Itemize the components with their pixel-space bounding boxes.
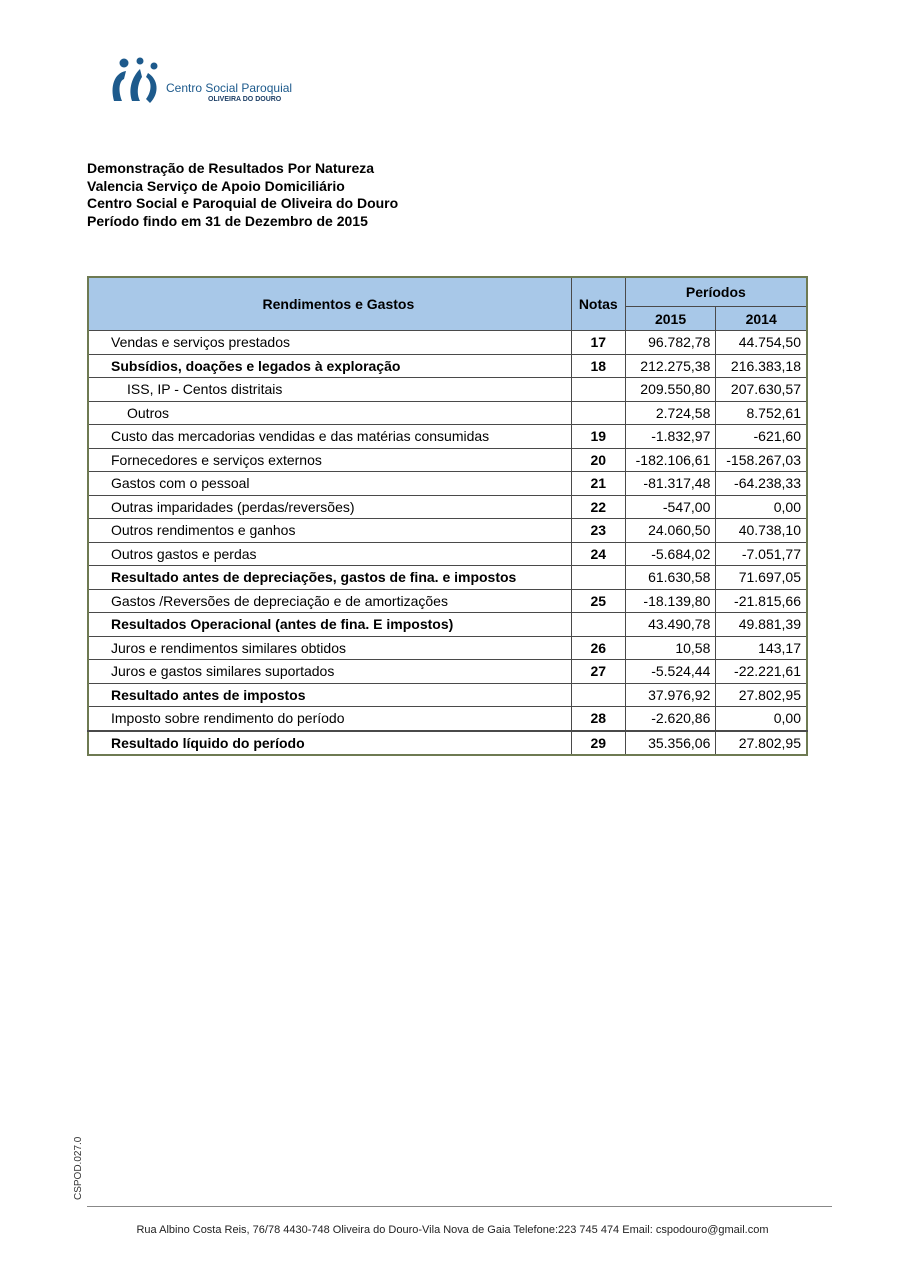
logo-figures-icon xyxy=(110,57,162,105)
row-note xyxy=(571,378,625,402)
row-value-2015: -81.317,48 xyxy=(625,472,716,496)
row-value-2014: 40.738,10 xyxy=(716,519,807,543)
row-label: Imposto sobre rendimento do período xyxy=(88,707,571,731)
row-value-2015: -2.620,86 xyxy=(625,707,716,731)
row-label: Outros rendimentos e ganhos xyxy=(88,519,571,543)
row-value-2015: 2.724,58 xyxy=(625,401,716,425)
row-value-2014: 0,00 xyxy=(716,707,807,731)
table-row xyxy=(88,519,807,543)
logo-subtitle: OLIVEIRA DO DOURO xyxy=(208,96,282,103)
table-row xyxy=(88,472,807,496)
table-row xyxy=(88,660,807,684)
row-note: 18 xyxy=(571,354,625,378)
row-value-2015: 96.782,78 xyxy=(625,331,716,355)
table-row xyxy=(88,566,807,590)
table-row xyxy=(88,731,807,756)
header-year-2014: 2014 xyxy=(716,307,807,331)
row-value-2015: 43.490,78 xyxy=(625,613,716,637)
row-note xyxy=(571,613,625,637)
row-note: 29 xyxy=(571,731,625,756)
row-note: 22 xyxy=(571,495,625,519)
row-note: 25 xyxy=(571,589,625,613)
row-value-2015: -547,00 xyxy=(625,495,716,519)
row-value-2015: -1.832,97 xyxy=(625,425,716,449)
row-value-2014: 27.802,95 xyxy=(716,731,807,756)
row-note: 20 xyxy=(571,448,625,472)
table-row xyxy=(88,354,807,378)
row-label: Gastos /Reversões de depreciação e de amortizações xyxy=(88,589,571,613)
heading-line-3: Centro Social e Paroquial de Oliveira do Douro xyxy=(87,195,399,211)
header-rendimentos-gastos: Rendimentos e Gastos xyxy=(88,277,571,331)
table-row xyxy=(88,425,807,449)
heading-line-2: Valencia Serviço de Apoio Domiciliário xyxy=(87,177,345,194)
row-note: 28 xyxy=(571,707,625,731)
heading-line-4: Período findo em 31 de Dezembro de 2015 xyxy=(87,212,368,229)
heading-line-1: Demonstração de Resultados Por Natureza xyxy=(87,160,375,176)
row-label: Juros e gastos similares suportados xyxy=(88,660,571,684)
row-note: 23 xyxy=(571,519,625,543)
row-value-2014: 8.752,61 xyxy=(716,401,807,425)
row-value-2014: 0,00 xyxy=(716,495,807,519)
row-note: 24 xyxy=(571,542,625,566)
row-label: ISS, IP - Centos distritais xyxy=(88,378,571,402)
table-row xyxy=(88,401,807,425)
row-label: Custo das mercadorias vendidas e das matérias consumidas xyxy=(88,425,571,449)
row-note xyxy=(571,566,625,590)
row-value-2014: 216.383,18 xyxy=(716,354,807,378)
table-row xyxy=(88,331,807,355)
table-row xyxy=(88,378,807,402)
row-value-2015: -18.139,80 xyxy=(625,589,716,613)
row-value-2014: -621,60 xyxy=(716,425,807,449)
row-value-2015: 10,58 xyxy=(625,636,716,660)
row-note xyxy=(571,683,625,707)
row-label: Outros gastos e perdas xyxy=(88,542,571,566)
row-value-2014: -7.051,77 xyxy=(716,542,807,566)
table-row xyxy=(88,613,807,637)
table-row xyxy=(88,542,807,566)
row-value-2015: -182.106,61 xyxy=(625,448,716,472)
row-value-2015: 37.976,92 xyxy=(625,683,716,707)
row-value-2014: -21.815,66 xyxy=(716,589,807,613)
document-code: CSPOD.027.0 xyxy=(73,1136,84,1200)
row-label: Subsídios, doações e legados à exploração xyxy=(88,354,571,378)
row-value-2014: 71.697,05 xyxy=(716,566,807,590)
row-note: 21 xyxy=(571,472,625,496)
row-value-2014: 207.630,57 xyxy=(716,378,807,402)
row-label: Juros e rendimentos similares obtidos xyxy=(88,636,571,660)
table-row xyxy=(88,589,807,613)
income-statement-table xyxy=(87,276,808,756)
row-value-2014: -22.221,61 xyxy=(716,660,807,684)
logo-name: Centro Social Paroquial xyxy=(166,81,293,95)
row-label: Outras imparidades (perdas/reversões) xyxy=(88,495,571,519)
table-row xyxy=(88,683,807,707)
row-label: Fornecedores e serviços externos xyxy=(88,448,571,472)
row-value-2015: 61.630,58 xyxy=(625,566,716,590)
row-note: 17 xyxy=(571,331,625,355)
row-value-2014: 27.802,95 xyxy=(716,683,807,707)
row-value-2015: 24.060,50 xyxy=(625,519,716,543)
row-label: Resultado líquido do período xyxy=(88,731,571,756)
row-note: 19 xyxy=(571,425,625,449)
footer-divider xyxy=(87,1206,832,1207)
header-periodos: Períodos xyxy=(625,277,807,307)
row-value-2015: 35.356,06 xyxy=(625,731,716,756)
table-row xyxy=(88,495,807,519)
row-value-2014: 49.881,39 xyxy=(716,613,807,637)
row-value-2015: 209.550,80 xyxy=(625,378,716,402)
header-year-2015: 2015 xyxy=(625,307,716,331)
footer-address: Rua Albino Costa Reis, 76/78 4430-748 Oliveira do Douro-Vila Nova de Gaia Telefone:223 745 474 Email: cspodouro@gmail.com xyxy=(136,1224,769,1236)
document-heading xyxy=(87,160,398,230)
row-value-2014: -64.238,33 xyxy=(716,472,807,496)
row-note xyxy=(571,401,625,425)
row-value-2014: -158.267,03 xyxy=(716,448,807,472)
table-row xyxy=(88,636,807,660)
row-label: Outros xyxy=(88,401,571,425)
row-value-2014: 44.754,50 xyxy=(716,331,807,355)
organization-logo xyxy=(110,57,310,109)
table-row xyxy=(88,448,807,472)
row-label: Gastos com o pessoal xyxy=(88,472,571,496)
row-note: 26 xyxy=(571,636,625,660)
row-value-2015: -5.684,02 xyxy=(625,542,716,566)
row-value-2015: -5.524,44 xyxy=(625,660,716,684)
row-value-2015: 212.275,38 xyxy=(625,354,716,378)
header-notas: Notas xyxy=(571,277,625,331)
table-row xyxy=(88,707,807,731)
row-value-2014: 143,17 xyxy=(716,636,807,660)
row-label: Vendas e serviços prestados xyxy=(88,331,571,355)
row-label: Resultado antes de depreciações, gastos de fina. e impostos xyxy=(88,566,571,590)
row-label: Resultado antes de impostos xyxy=(88,683,571,707)
row-note: 27 xyxy=(571,660,625,684)
row-label: Resultados Operacional (antes de fina. E impostos) xyxy=(88,613,571,637)
